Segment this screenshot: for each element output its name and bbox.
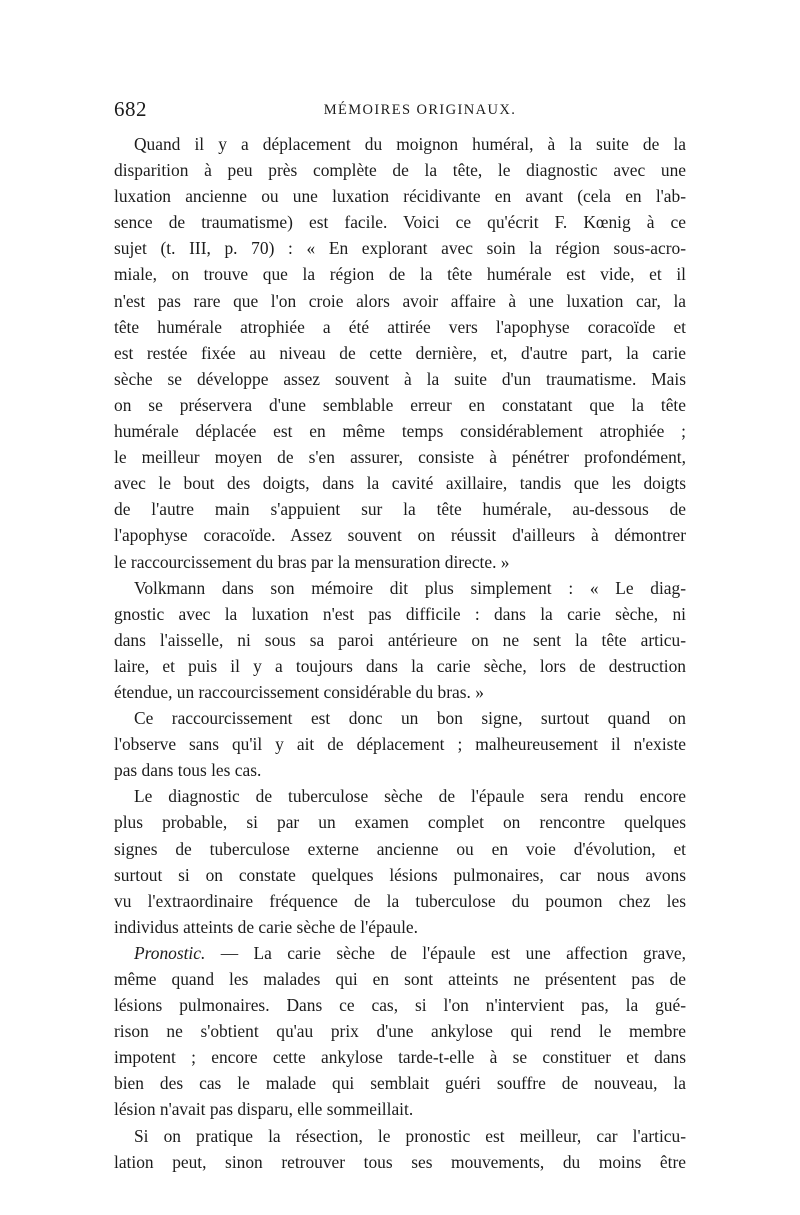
text-line: Quand il y a déplacement du moignon huméral, à la suite de la xyxy=(134,134,686,154)
text-line: gnostic avec la luxation n'est pas difficile : dans la carie sèche, ni xyxy=(114,603,686,624)
text-line: rison ne s'obtient qu'au prix d'une ankylose qui rend le membre xyxy=(114,1021,686,1042)
paragraph xyxy=(114,131,686,575)
text-line: lation peut, sinon retrouver tous ses mouvements, du moins être xyxy=(114,1151,686,1172)
paragraph xyxy=(114,1123,686,1175)
page-number: 682 xyxy=(114,97,147,121)
text-line: pas dans tous les cas. xyxy=(114,760,262,781)
text-line: individus atteints de carie sèche de l'épaule. xyxy=(114,916,418,937)
text-line: sence de traumatisme) est facile. Voici ce qu'écrit F. Kœnig à ce xyxy=(114,212,686,233)
text-line: disparition à peu près complète de la tête, le diagnostic avec une xyxy=(114,160,686,181)
text-line: Ce raccourcissement est donc un bon signe, surtout quand on xyxy=(134,708,686,729)
paragraph xyxy=(114,575,686,705)
text-line: même quand les malades qui en sont atteints ne présentent pas de xyxy=(114,969,686,989)
text-line: signes de tuberculose externe ancienne ou en voie d'évolution, et xyxy=(114,838,686,859)
text-line: Si on pratique la résection, le pronostic est meilleur, car l'articu- xyxy=(134,1125,686,1146)
text-line: l'apophyse coracoïde. Assez souvent on réussit d'ailleurs à démontrer xyxy=(114,525,686,546)
text-line: sèche se développe assez souvent à la suite d'un traumatisme. Mais xyxy=(114,368,686,389)
text-line: sujet (t. III, p. 70) : « En explorant avec soin la région sous-acro- xyxy=(114,238,686,259)
text-fragment: — La carie sèche de l'épaule est une affection grave, xyxy=(205,942,686,963)
text-line: surtout si on constate quelques lésions pulmonaires, car nous avons xyxy=(114,864,686,885)
text-line: on se préservera d'une semblable erreur en constatant que la tête xyxy=(114,394,686,415)
text-line: luxation ancienne ou une luxation récidivante en avant (cela en l'ab- xyxy=(114,186,686,207)
section-heading: Pronostic. xyxy=(134,942,206,963)
text-line: laire, et puis il y a toujours dans la carie sèche, lors de destruction xyxy=(114,655,686,676)
text-line: lésion n'avait pas disparu, elle sommeillait. xyxy=(114,1099,414,1120)
text-line: humérale déplacée est en même temps considérablement atrophiée ; xyxy=(114,421,686,442)
paragraph xyxy=(114,940,686,1123)
text-line: de l'autre main s'appuient sur la tête humérale, au-dessous de xyxy=(114,499,686,520)
text-line: l'observe sans qu'il y ait de déplacement ; malheureusement il n'existe xyxy=(114,734,686,755)
text-line: Le diagnostic de tuberculose sèche de l'épaule sera rendu encore xyxy=(134,786,686,807)
text-line: miale, on trouve que la région de la tête humérale est vide, et il xyxy=(114,264,686,285)
text-line: le raccourcissement du bras par la mensuration directe. » xyxy=(114,551,510,572)
text-line: est restée fixée au niveau de cette dernière, et, d'autre part, la carie xyxy=(114,342,686,363)
text-line: impotent ; encore cette ankylose tarde-t-elle à se constituer et dans xyxy=(114,1047,686,1068)
text-line: plus probable, si par un examen complet on rencontre quelques xyxy=(114,812,686,833)
paragraph xyxy=(114,783,686,940)
text-line: n'est pas rare que l'on croie alors avoir affaire à une luxation car, la xyxy=(114,290,686,311)
text-line: tête humérale atrophiée a été attirée vers l'apophyse coracoïde et xyxy=(114,316,686,337)
text-line: le meilleur moyen de s'en assurer, consiste à pénétrer profondément, xyxy=(114,447,686,468)
text-line: vu l'extraordinaire fréquence de la tuberculose du poumon chez les xyxy=(114,890,686,911)
text-line: Volkmann dans son mémoire dit plus simplement : « Le diag- xyxy=(134,577,686,598)
text-line: avec le bout des doigts, dans la cavité axillaire, tandis que les doigts xyxy=(114,473,686,494)
text-line: étendue, un raccourcissement considérable du bras. » xyxy=(114,681,484,702)
running-title: MÉMOIRES ORIGINAUX. xyxy=(323,102,517,118)
page-header xyxy=(114,97,686,123)
text-line xyxy=(114,940,686,966)
text-line: bien des cas le malade qui semblait guéri souffre de nouveau, la xyxy=(114,1073,686,1094)
text-line: lésions pulmonaires. Dans ce cas, si l'on n'intervient pas, la gué- xyxy=(114,995,686,1016)
text-line: dans l'aisselle, ni sous sa paroi antérieure on ne sent la tête articu- xyxy=(114,629,686,650)
paragraph xyxy=(114,705,686,783)
body-text xyxy=(114,131,686,1175)
